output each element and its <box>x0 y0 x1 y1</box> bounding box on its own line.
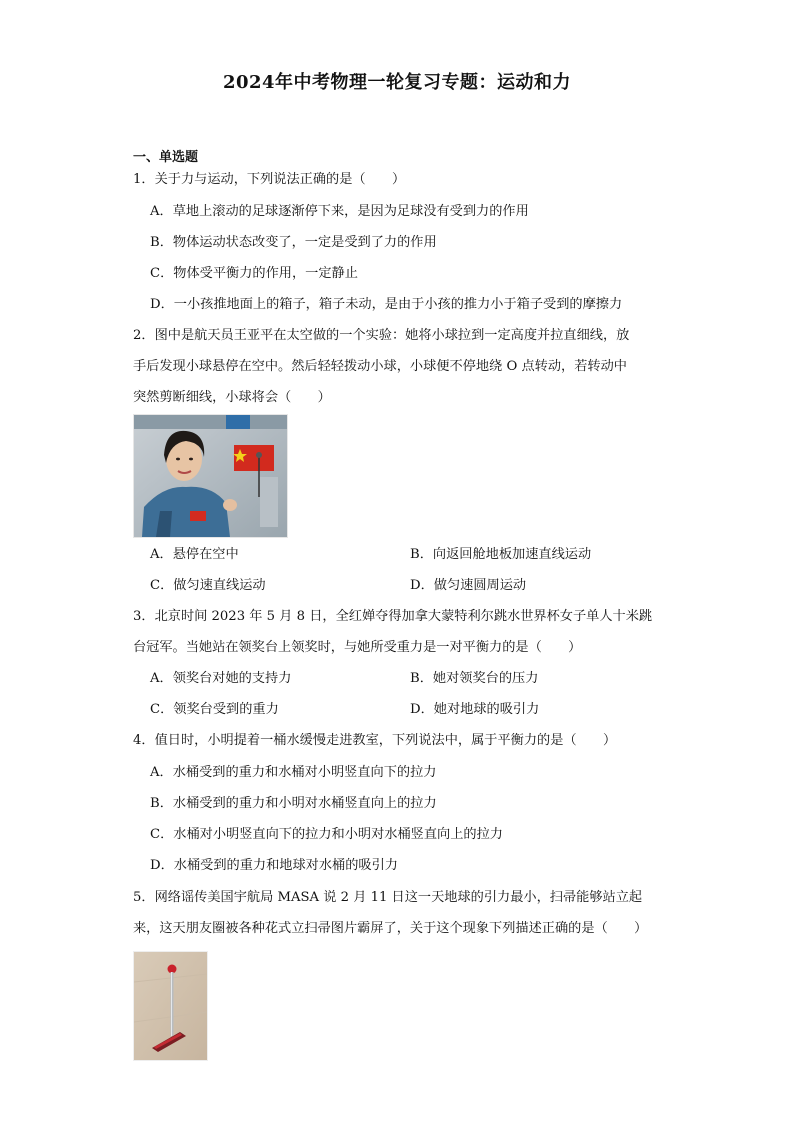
question-5-stem-line-2: 来，这天朋友圈被各种花式立扫帚图片霸屏了，关于这个现象下列描述正确的是（ ） <box>133 921 648 936</box>
question-3-option-c: C．领奖台受到的重力 <box>150 702 279 717</box>
question-2-option-a: A．悬停在空中 <box>150 547 239 562</box>
question-2-option-b: B．向返回舱地板加速直线运动 <box>410 547 592 562</box>
question-2-stem-line-1: 2．图中是航天员王亚平在太空做的一个实验：她将小球拉到一定高度并拉直细线，放 <box>133 328 630 343</box>
question-2-option-c: C．做匀速直线运动 <box>150 578 266 593</box>
question-1-option-a: A．草地上滚动的足球逐渐停下来，是因为足球没有受到力的作用 <box>150 204 529 219</box>
question-4-option-c: C．水桶对小明竖直向下的拉力和小明对水桶竖直向上的拉力 <box>150 827 503 842</box>
question-3-stem-line-1: 3．北京时间 2023 年 5 月 8 日，全红婵夺得加拿大蒙特利尔跳水世界杯女子单人十米跳 <box>133 609 653 624</box>
question-3-option-d: D．她对地球的吸引力 <box>410 702 540 717</box>
section-heading: 一、单选题 <box>133 150 199 165</box>
question-3-option-b: B．她对领奖台的压力 <box>410 671 539 686</box>
question-4-option-d: D．水桶受到的重力和地球对水桶的吸引力 <box>150 858 398 873</box>
question-3-stem-line-2: 台冠军。当她站在领奖台上领奖时，与她所受重力是一对平衡力的是（ ） <box>133 640 582 655</box>
question-1-option-d: D．一小孩推地面上的箱子，箱子未动，是由于小孩的推力小于箱子受到的摩擦力 <box>150 297 623 312</box>
question-4-option-a: A．水桶受到的重力和水桶对小明竖直向下的拉力 <box>150 765 437 780</box>
broom-photo <box>133 951 208 1061</box>
question-4-stem: 4．值日时，小明提着一桶水缓慢走进教室，下列说法中，属于平衡力的是（ ） <box>133 733 617 748</box>
astronaut-photo <box>133 414 288 538</box>
question-2-stem-line-3: 突然剪断细线，小球将会（ ） <box>133 390 331 405</box>
question-1-option-b: B．物体运动状态改变了，一定是受到了力的作用 <box>150 235 437 250</box>
question-2-stem-line-2: 手后发现小球悬停在空中。然后轻轻拨动小球，小球便不停地绕 O 点转动，若转动中 <box>133 359 627 374</box>
page-title: 2024年中考物理一轮复习专题：运动和力 <box>222 72 572 93</box>
question-1-stem: 1．关于力与运动，下列说法正确的是（ ） <box>133 172 406 187</box>
question-1-option-c: C．物体受平衡力的作用，一定静止 <box>150 266 358 281</box>
question-4-option-b: B．水桶受到的重力和小明对水桶竖直向上的拉力 <box>150 796 437 811</box>
question-5-stem-line-1: 5．网络谣传美国宇航局 MASA 说 2 月 11 日这一天地球的引力最小，扫帚能够站立起 <box>133 890 643 905</box>
question-3-option-a: A．领奖台对她的支持力 <box>150 671 292 686</box>
question-2-option-d: D．做匀速圆周运动 <box>410 578 527 593</box>
